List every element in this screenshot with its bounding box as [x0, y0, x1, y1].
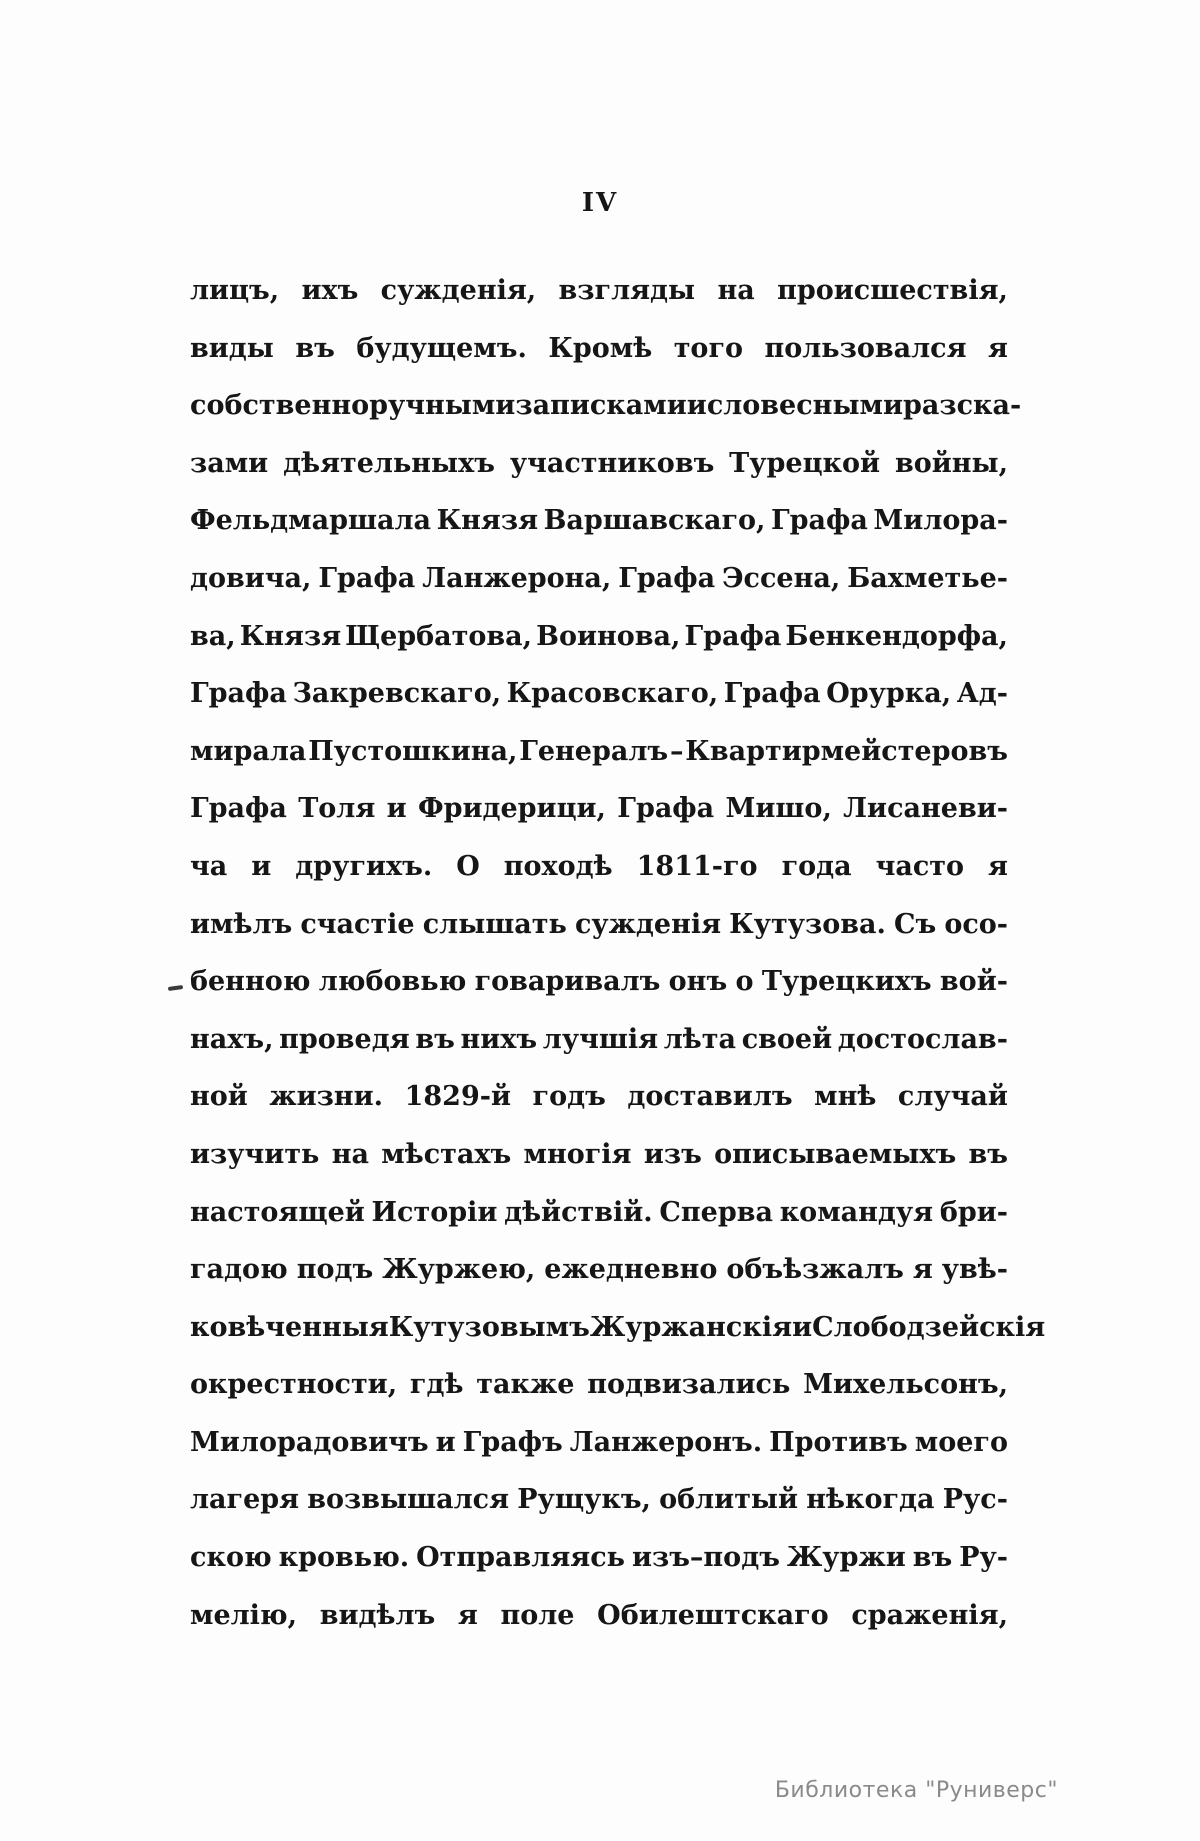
ink-smudge-artifact [168, 985, 183, 991]
text-line: бенною любовью говаривалъ онъ о Турецкихъ вой- [190, 966, 1008, 998]
text-line: зами дѣятельныхъ участниковъ Турецкой войны, [190, 447, 1008, 479]
text-line: виды въ будущемъ. Кромѣ того пользовался я [190, 332, 1008, 364]
text-line: мирала Пустошкина, Генералъ – Квартирмейстеровъ [190, 735, 1008, 767]
library-watermark: Библиотека "Руниверс" [774, 1778, 1058, 1803]
text-line: изучить на мѣстахъ многія изъ описываемыхъ въ [190, 1138, 1008, 1170]
text-line: Графа Толя и Фридерици, Графа Мишо, Лисаневи- [190, 793, 1008, 825]
text-line: ковѣченныя Кутузовымъ Журжанскія и Слободзейскія [190, 1311, 1046, 1343]
text-line: Фельдмаршала Князя Варшавскаго, Графа Милора- [190, 505, 1008, 537]
text-line: окрестности, гдѣ также подвизались Михельсонъ, [190, 1369, 1008, 1401]
text-line: довича, Графа Ланжерона, Графа Эссена, Бахметье- [190, 562, 1008, 594]
text-line: Графа Закревскаго, Красовскаго, Графа Орурка, Ад- [190, 678, 1008, 710]
text-line: лицъ, ихъ сужденія, взгляды на происшествія, [190, 275, 1008, 306]
text-line: Милорадовичъ и Графъ Ланжеронъ. Противъ моего [190, 1426, 1008, 1458]
text-line: гадою подъ Журжею, ежедневно объѣзжалъ я увѣ- [190, 1254, 1008, 1286]
text-line: имѣлъ счастіе слышать сужденія Кутузова. Съ осо- [190, 908, 1008, 940]
text-line: нахъ, проведя въ нихъ лучшія лѣта своей достослав- [190, 1023, 1008, 1055]
text-line: мелію, видѣлъ я поле Обилештскаго сраженія, [190, 1599, 1008, 1631]
text-line: собственноручными записками и словесными разска- [190, 390, 1022, 422]
text-line: ной жизни. 1829-й годъ доставилъ мнѣ случай [190, 1081, 1008, 1113]
text-line: ча и другихъ. О походѣ 1811-го года часто я [190, 850, 1008, 882]
page-number: IV [581, 188, 619, 218]
text-line: скою кровью. Отправляясь изъ–подъ Журжи въ Ру- [190, 1542, 1008, 1574]
text-line: лагеря возвышался Рущукъ, облитый нѣкогда Рус- [190, 1484, 1008, 1516]
text-line: ва, Князя Щербатова, Воинова, Графа Бенкендорфа, [190, 620, 1008, 652]
page-text [190, 262, 1046, 1644]
text-line: настоящей Исторіи дѣйствій. Сперва командуя бри- [190, 1196, 1008, 1228]
